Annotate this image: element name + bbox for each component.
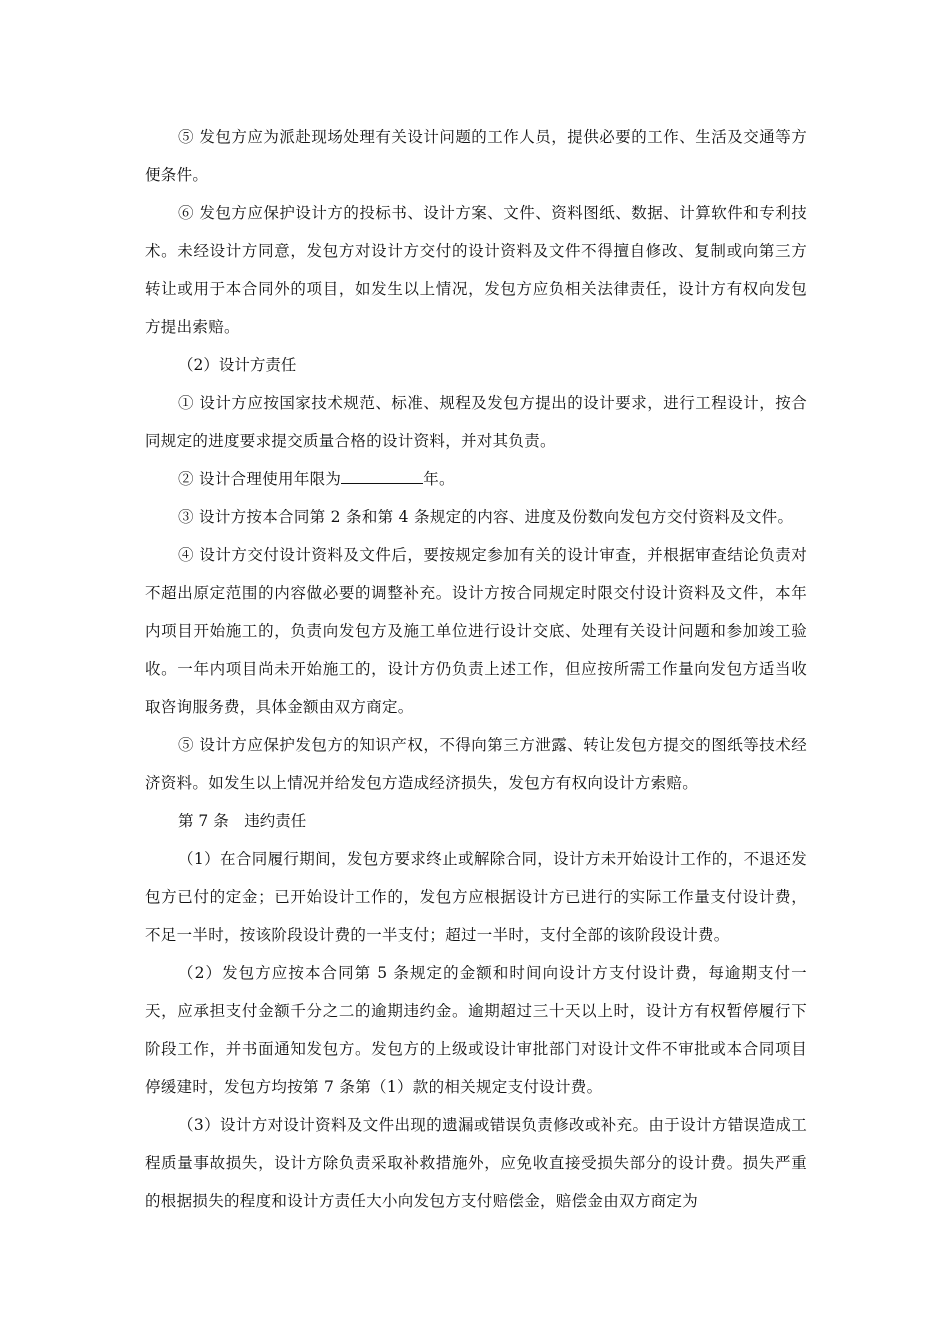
clause-designer-3: ③ 设计方按本合同第 2 条和第 4 条规定的内容、进度及份数向发包方交付资料及文件。 <box>178 508 794 526</box>
breach-clause-3: （3）设计方对设计资料及文件出现的遗漏或错误负责修改或补充。由于设计方错误造成工程质量事故损失，设计方除负责采取补救措施外，应免收直接受损失部分的设计费。损失严重的根据损失的程度和设计方责任大小向发包方支付赔偿金，赔偿金由双方商定为 <box>145 1116 807 1210</box>
section-designer-responsibility: （2）设计方责任 <box>178 356 297 374</box>
article-7-heading: 第 7 条 违约责任 <box>178 812 307 830</box>
clause-employer-5: ⑤ 发包方应为派赴现场处理有关设计问题的工作人员，提供必要的工作、生活及交通等方便条件。 <box>145 128 807 184</box>
term-blank-field <box>341 467 423 484</box>
term-suffix: 年。 <box>423 470 455 488</box>
clause-designer-2 <box>145 460 807 498</box>
clause-employer-6: ⑥ 发包方应保护设计方的投标书、设计方案、文件、资料图纸、数据、计算软件和专利技术。未经设计方同意，发包方对设计方交付的设计资料及文件不得擅自修改、复制或向第三方转让或用于本合同外的项目，如发生以上情况，发包方应负相关法律责任，设计方有权向发包方提出索赔。 <box>145 204 807 336</box>
term-prefix: ② 设计合理使用年限为 <box>178 470 342 488</box>
breach-clause-2: （2）发包方应按本合同第 5 条规定的金额和时间向设计方支付设计费，每逾期支付一天，应承担支付金额千分之二的逾期违约金。逾期超过三十天以上时，设计方有权暂停履行下阶段工作，并书面通知发包方。发包方的上级或设计审批部门对设计文件不审批或本合同项目停缓建时，发包方均按第 7 条第（1）款的相关规定支付设计费。 <box>145 964 807 1096</box>
document-page <box>145 118 807 1220</box>
clause-designer-5: ⑤ 设计方应保护发包方的知识产权，不得向第三方泄露、转让发包方提交的图纸等技术经济资料。如发生以上情况并给发包方造成经济损失，发包方有权向设计方索赔。 <box>145 736 807 792</box>
clause-designer-1: ① 设计方应按国家技术规范、标准、规程及发包方提出的设计要求，进行工程设计，按合同规定的进度要求提交质量合格的设计资料，并对其负责。 <box>145 394 807 450</box>
breach-clause-1: （1）在合同履行期间，发包方要求终止或解除合同，设计方未开始设计工作的，不退还发包方已付的定金；已开始设计工作的，发包方应根据设计方已进行的实际工作量支付设计费，不足一半时，按该阶段设计费的一半支付；超过一半时，支付全部的该阶段设计费。 <box>145 850 807 944</box>
clause-designer-4: ④ 设计方交付设计资料及文件后，要按规定参加有关的设计审查，并根据审查结论负责对不超出原定范围的内容做必要的调整补充。设计方按合同规定时限交付设计资料及文件，本年内项目开始施工的，负责向发包方及施工单位进行设计交底、处理有关设计问题和参加竣工验收。一年内项目尚未开始施工的，设计方仍负责上述工作，但应按所需工作量向发包方适当收取咨询服务费，具体金额由双方商定。 <box>145 546 807 716</box>
